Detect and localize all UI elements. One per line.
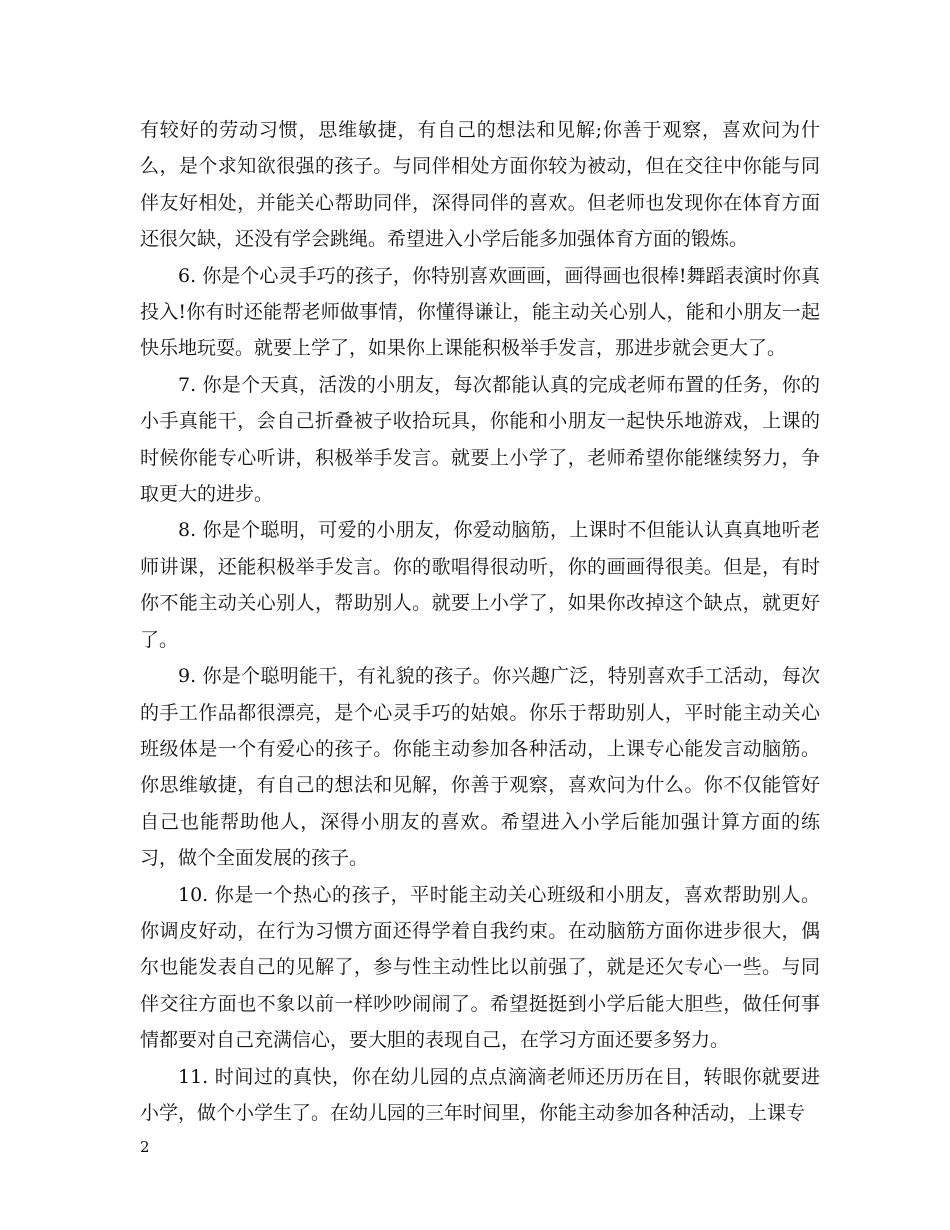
paragraph-continuation: 有较好的劳动习惯，思维敏捷，有自己的想法和见解;你善于观察，喜欢问为什么，是个求知欲很强的孩子。与同伴相处方面你较为被动，但在交往中你能与同伴友好相处，并能关心帮助同伴，深得同伴的喜欢。但老师也发现你在体育方面还很欠缺，还没有学会跳绳。希望进入小学后能多加强体育方面的锻炼。 (140, 119, 820, 251)
paragraph-item-9: 9. 你是个聪明能干，有礼貌的孩子。你兴趣广泛，特别喜欢手工活动，每次的手工作品都很漂亮，是个心灵手巧的姑娘。你乐于帮助别人，平时能主动关心班级体是一个有爱心的孩子。你能主动参加各种活动，上课专心能发言动脑筋。你思维敏捷，有自己的想法和见解，你善于观察，喜欢问为什么。你不仅能管好自己也能帮助他人，深得小朋友的喜欢。希望进入小学后能加强计算方面的练习，做个全面发展的孩子。 (140, 665, 820, 870)
paragraph-item-6: 6. 你是个心灵手巧的孩子，你特别喜欢画画，画得画也很棒!舞蹈表演时你真投入!你有时还能帮老师做事情，你懂得谦让，能主动关心别人，能和小朋友一起快乐地玩耍。就要上学了，如果你上课能积极举手发言，那进步就会更大了。 (140, 264, 820, 360)
paragraph-item-8: 8. 你是个聪明，可爱的小朋友，你爱动脑筋，上课时不但能认认真真地听老师讲课，还能积极举手发言。你的歌唱得很动听，你的画画得很美。但是，有时你不能主动关心别人，帮助别人。就要上小学了，如果你改掉这个缺点，就更好了。 (140, 519, 820, 651)
document-body (140, 112, 820, 1131)
page-number: 2 (140, 1138, 150, 1156)
paragraph-item-11: 11. 时间过的真快，你在幼儿园的点点滴滴老师还历历在目，转眼你就要进小学，做个小学生了。在幼儿园的三年时间里，你能主动参加各种活动，上课专 (140, 1065, 820, 1124)
paragraph-item-10: 10. 你是一个热心的孩子，平时能主动关心班级和小朋友，喜欢帮助别人。你调皮好动，在行为习惯方面还得学着自我约束。在动脑筋方面你进步很大，偶尔也能发表自己的见解了，参与性主动性比以前强了，就是还欠专心一些。与同伴交往方面也不象以前一样吵吵闹闹了。希望挺挺到小学后能大胆些，做任何事情都要对自己充满信心，要大胆的表现自己，在学习方面还要多努力。 (140, 883, 820, 1052)
paragraph-item-7: 7. 你是个天真，活泼的小朋友，每次都能认真的完成老师布置的任务，你的小手真能干，会自己折叠被子收拾玩具，你能和小朋友一起快乐地游戏，上课的时候你能专心听讲，积极举手发言。就要上小学了，老师希望你能继续努力，争取更大的进步。 (140, 373, 820, 506)
